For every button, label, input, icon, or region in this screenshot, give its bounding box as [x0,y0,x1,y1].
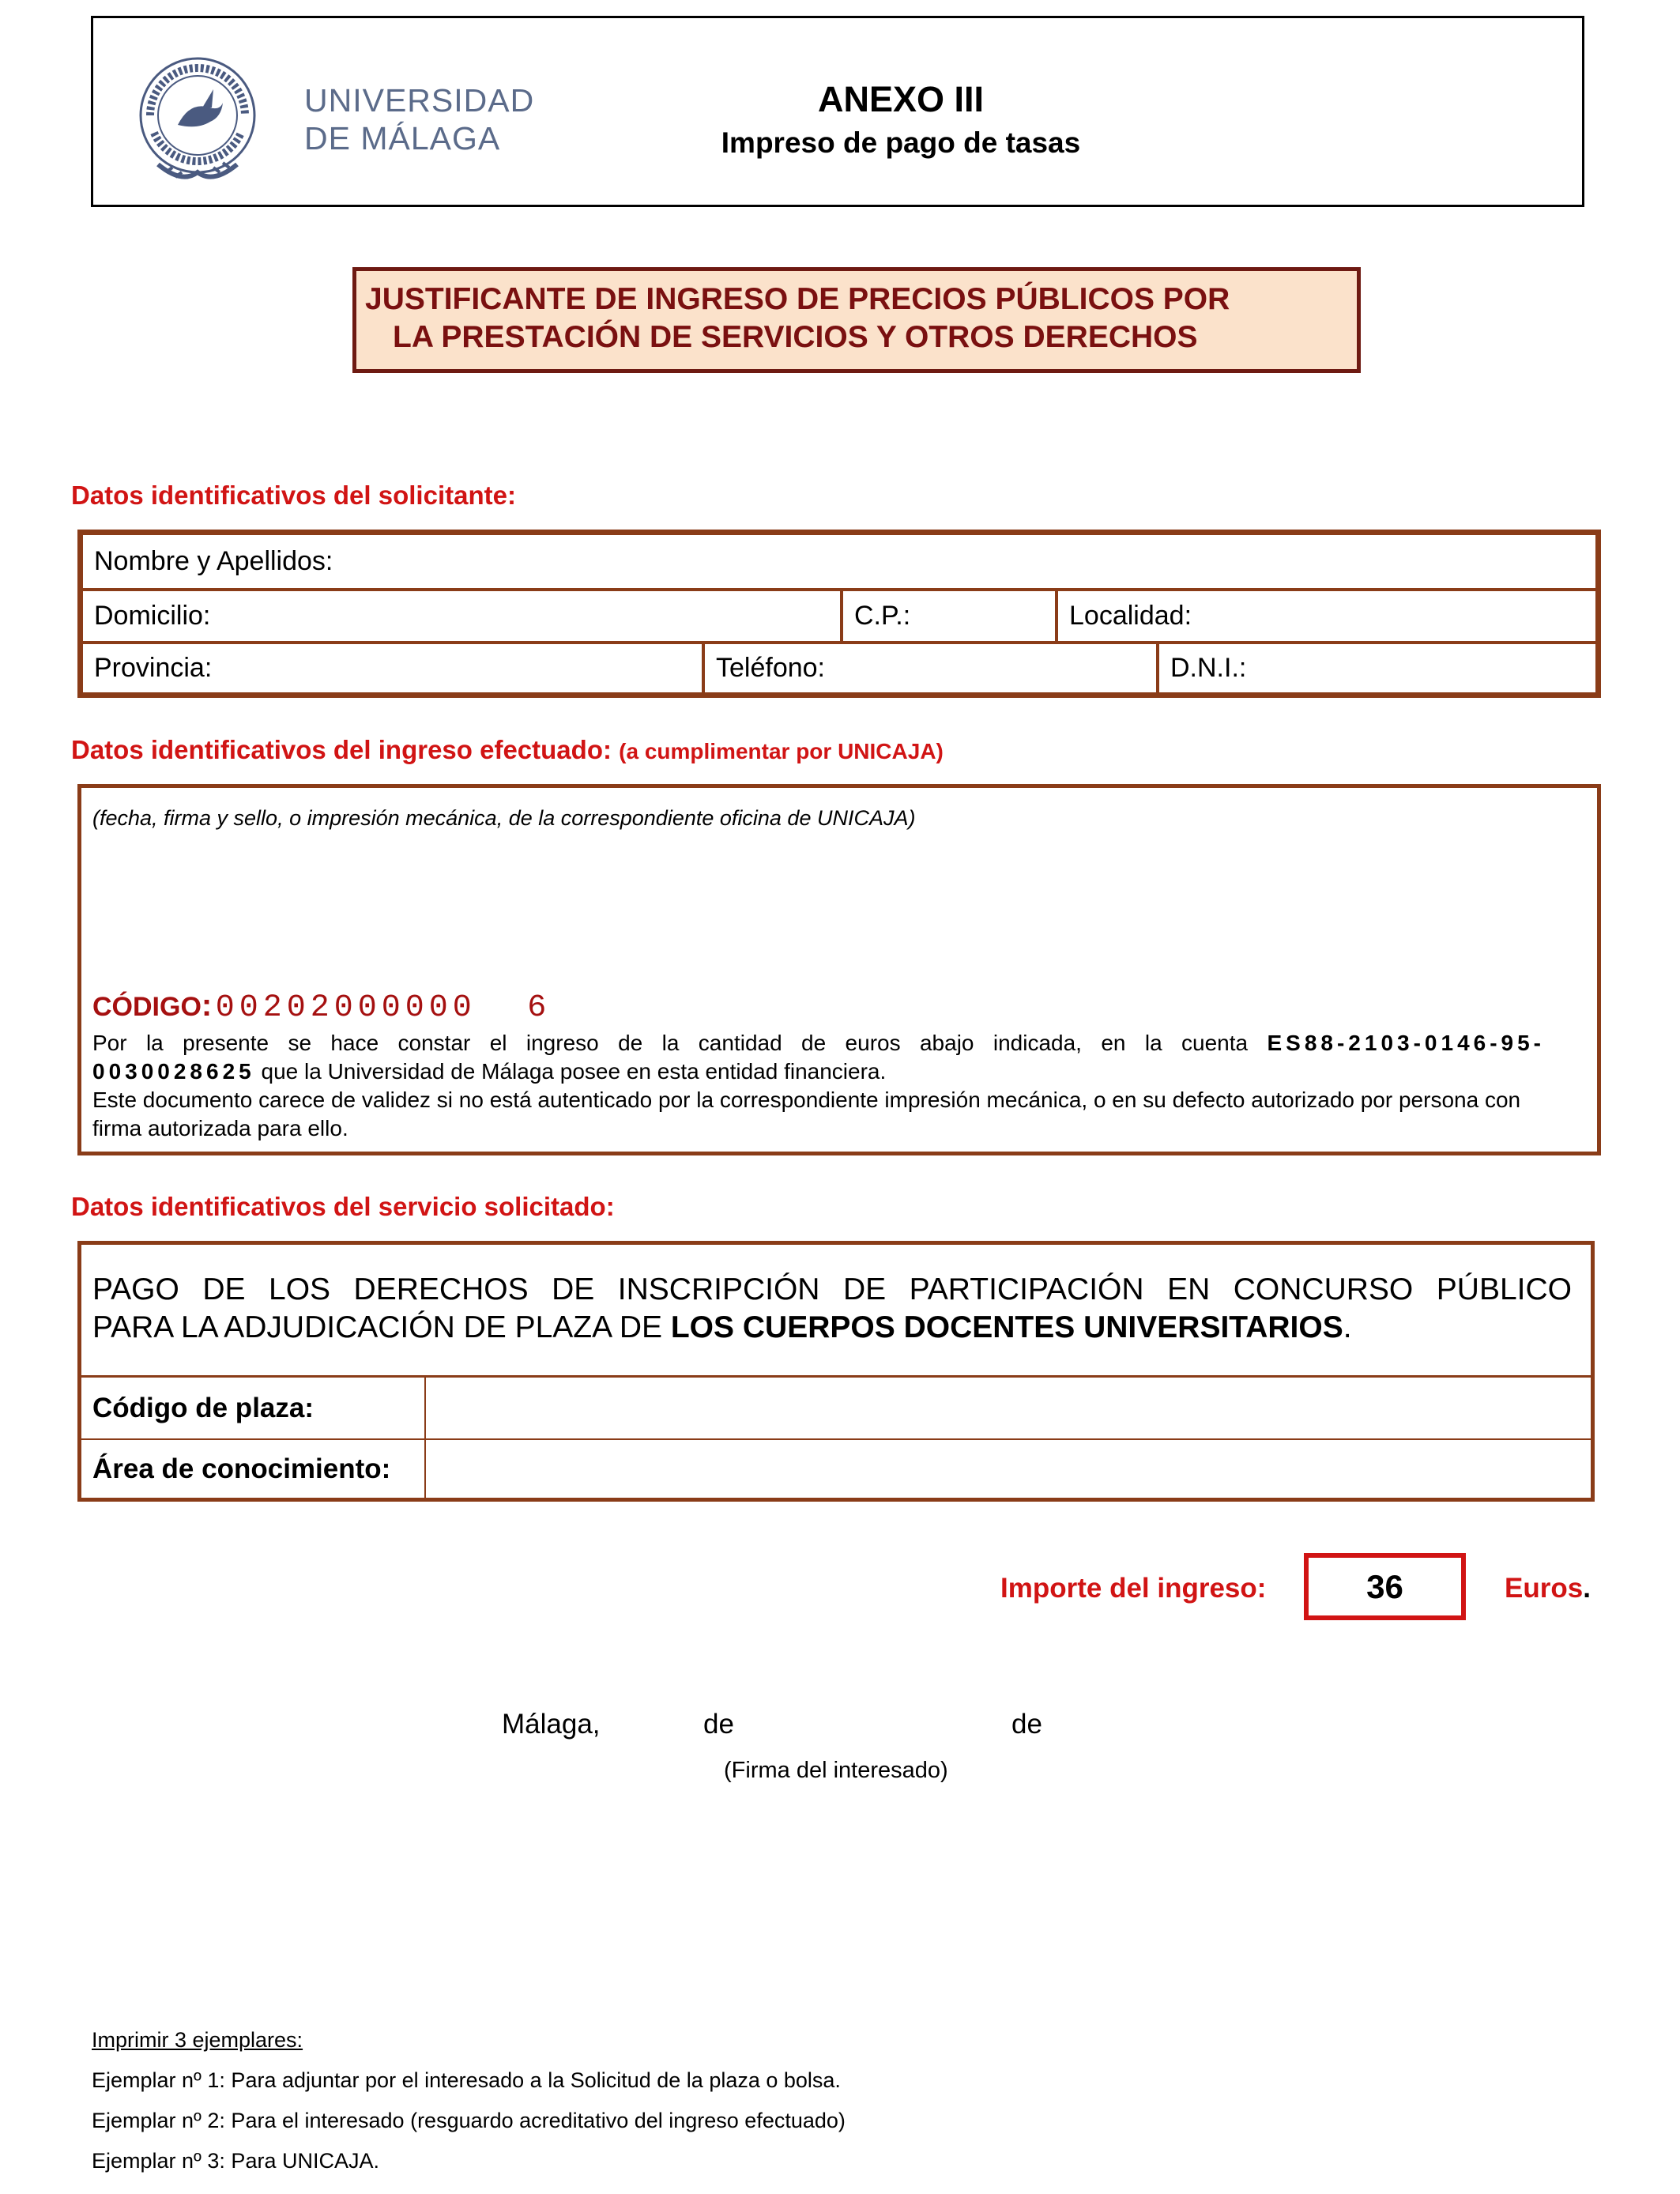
telefono-field[interactable] [703,643,1158,694]
telefono-label: Teléfono: [716,653,825,683]
signature-place: Málaga, [502,1709,601,1740]
domicilio-field[interactable] [81,590,842,643]
service-description [92,1271,1572,1347]
nombre-label: Nombre y Apellidos: [94,546,333,576]
codigo-label: CÓDIGO [92,992,202,1022]
service-description-line2a: PARA LA ADJUDICACIÓN DE PLAZA DE [92,1310,663,1344]
codigo-colon: : [201,988,213,1023]
income-legal-text [92,1029,1545,1143]
account-number-part2: 0030028625 [92,1059,255,1084]
cp-label: C.P.: [854,601,911,631]
university-name [304,81,534,157]
importe-value: 36 [1366,1567,1403,1605]
service-description-line1: PAGO DE LOS DERECHOS DE INSCRIPCIÓN DE PARTICIPACIÓN EN CONCURSO PÚBLICO [92,1272,1572,1306]
importe-label: Importe del ingreso: [1000,1573,1267,1604]
university-name-line1: UNIVERSIDAD [304,82,535,119]
codigo-value: 00202000000 [215,990,477,1026]
dni-field[interactable] [1158,643,1597,694]
footer-item-3: Ejemplar nº 3: Para UNICAJA. [92,2149,379,2173]
main-title-line2: LA PRESTACIÓN DE SERVICIOS Y OTROS DERECHOS [393,320,1198,354]
income-stamp-note: (fecha, firma y sello, o impresión mecánica, de la correspondiente oficina de UNICAJA) [92,806,916,830]
page-subtitle: Impreso de pago de tasas [721,126,1081,159]
income-text-1b: que la Universidad de Málaga posee en esta entidad financiera. [261,1059,887,1084]
signature-de-2: de [1011,1709,1042,1740]
main-title-line1: JUSTIFICANTE DE INGRESO DE PRECIOS PÚBLICOS POR [365,282,1230,316]
signature-caption: (Firma del interesado) [724,1758,948,1783]
domicilio-label: Domicilio: [94,601,211,631]
page-title: ANEXO III [817,79,985,119]
signature-de-1: de [703,1709,734,1740]
income-text-line2 [92,1057,1545,1086]
currency-text: Euros [1505,1573,1584,1604]
area-conocimiento-field[interactable] [426,1440,1591,1498]
income-validity-text: Este documento carece de validez si no está autenticado por la correspondiente impresión mecánica, o en su defecto autorizado por persona con firma autorizada para ello. [92,1088,1521,1140]
provincia-label: Provincia: [94,653,213,683]
income-section-note: (a cumplimentar por UNICAJA) [619,739,944,763]
service-description-bold: LOS CUERPOS DOCENTES UNIVERSITARIOS [670,1310,1343,1344]
codigo-plaza-label: Código de plaza: [92,1392,314,1423]
service-section-label: Datos identificativos del servicio solicitado: [71,1192,615,1221]
localidad-field[interactable] [1057,590,1597,643]
university-name-line2: DE MÁLAGA [304,120,501,156]
area-conocimiento-label: Área de conocimiento: [92,1453,391,1484]
applicant-section-label: Datos identificativos del solicitante: [71,481,516,510]
footer-item-1: Ejemplar nº 1: Para adjuntar por el interesado a la Solicitud de la plaza o bolsa. [92,2068,841,2092]
importe-value-box [1304,1553,1466,1620]
dni-label: D.N.I.: [1170,653,1247,683]
service-description-end: . [1343,1310,1352,1344]
footer-instructions [92,2020,846,2181]
currency-dot: . [1583,1573,1591,1604]
income-section-label [71,735,944,765]
footer-item-2: Ejemplar nº 2: Para el interesado (resguardo acreditativo del ingreso efectuado) [92,2109,846,2132]
footer-heading: Imprimir 3 ejemplares: [92,2028,303,2052]
income-text-1a: Por la presente se hace constar el ingreso de la cantidad de euros abajo indicada, en la cuenta [92,1031,1249,1055]
service-description-line2 [92,1309,1572,1347]
nombre-field[interactable] [81,533,1597,590]
account-number-part1: ES88-2103-0146-95- [1267,1031,1545,1055]
codigo-check-digit: 6 [527,990,547,1026]
income-text-line1 [92,1029,1545,1057]
localidad-label: Localidad: [1069,601,1192,631]
university-seal-logo [134,54,261,188]
income-section-title: Datos identificativos del ingreso efectuado: [71,735,612,764]
codigo-plaza-field[interactable] [426,1378,1591,1438]
codigo-line [92,988,546,1026]
provincia-field[interactable] [81,643,703,694]
applicant-table [77,530,1601,698]
cp-field[interactable] [842,590,1057,643]
currency-label [1505,1573,1591,1604]
